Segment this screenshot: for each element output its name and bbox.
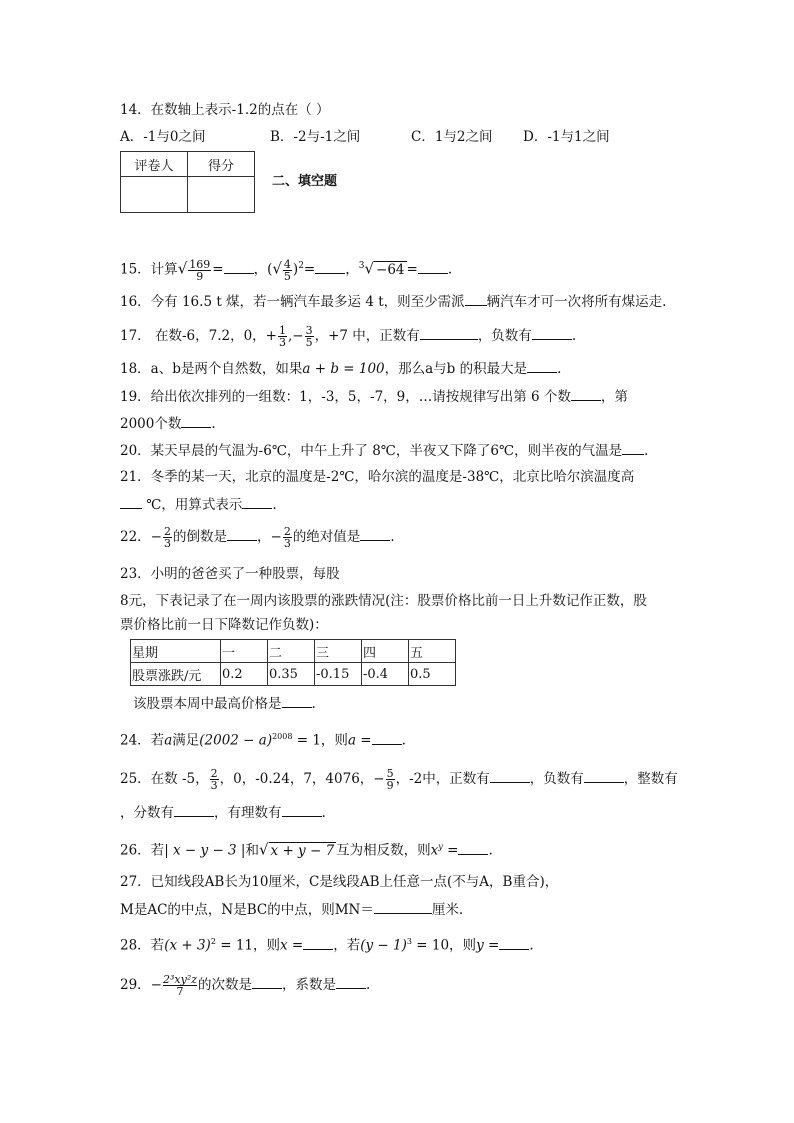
reviewer-header: 评卷人 (121, 152, 188, 177)
q14-option-a: A．-1与0之间 (120, 129, 206, 145)
q23-line1: 23．小明的爸爸买了一种股票，每股 (120, 566, 340, 582)
q29: 29．− $\frac{\text{2³xy²z}}{7}$ 的次数是 ，系数是 . (120, 973, 371, 998)
q16: 16．今有 16.5 t 煤，若一辆汽车最多运 4 t，则至少需派 辆汽车才可一次将所有煤运走. (120, 294, 667, 310)
stock-header-cell: 二 (268, 640, 315, 663)
stock-cell: -0.15 (315, 663, 362, 686)
stock-cell: 股票涨跌/元 (131, 663, 221, 686)
stock-header-cell: 三 (315, 640, 362, 663)
stock-header-cell: 五 (409, 640, 456, 663)
q14-stem: 14．在数轴上表示-1.2的点在（ ） (120, 102, 330, 118)
q14-option-d: D．-1与1之间 (523, 129, 610, 145)
q21-line2: ℃，用算式表示 . (120, 495, 277, 514)
q26: 26．若| x − y − 3 |和√ x + y − 7 互为相反数，则$x^y$ = . (120, 840, 493, 859)
q18: 18．a、b是两个自然数，如果a + b = 100，那么a与b 的积最大是 . (120, 361, 562, 377)
stock-table-header (131, 640, 456, 663)
score-cell[interactable] (188, 177, 255, 213)
q27-line1: 27．已知线段AB长为10厘米，C是线段AB上任意一点(不与A，B重合)， (120, 874, 559, 890)
q21-line1: 21．冬季的某一天，北京的温度是-2℃，哈尔滨的温度是-38℃，北京比哈尔滨温度高 (120, 469, 635, 485)
q14-option-c: C．1与2之间 (411, 129, 493, 145)
stock-table (130, 639, 456, 686)
q17: 17． 在数-6，7.2，0，+ $\frac{1}{3}$ ,− $\frac{3}{5}$ ，+7 中，正数有 ，负数有 . (120, 324, 577, 349)
q20: 20．某天早晨的气温为-6℃，中午上升了 8℃，半夜又下降了6℃，则半夜的气温是 . (120, 443, 649, 459)
stock-cell: 0.2 (221, 663, 268, 686)
stock-cell: -0.4 (362, 663, 409, 686)
reviewer-cell[interactable] (121, 177, 188, 213)
q25-line1: 25．在数 -5， $\frac{2}{3}$ ，0，-0.24，7，4076，− $\frac{5}{9}$ ，-2中，正数有 ，负数有 ，整数有 (120, 767, 678, 792)
q19-line2: 2000个数 . (120, 416, 216, 432)
section-title: 二、填空题 (272, 174, 338, 189)
q14-option-b: B．-2与-1之间 (270, 129, 361, 145)
q19-line1: 19．给出依次排列的一组数：1，-3，5，-7，9，…请按规律写出第 6 个数 ，第 (120, 389, 628, 405)
q15: 15．计算√ $\frac{169}{9}$ = ，(√ $\frac{4}{5}$ )$^2$= ，$^3$√ −64 = . (120, 257, 453, 283)
q23-line2: 8元，下表记录了在一周内该股票的涨跌情况(注：股票价格比前一日上升数记作正数，股 (120, 593, 647, 609)
stock-header-cell: 四 (362, 640, 409, 663)
q24: 24．若a满足$(2002 - a)^{2008} = 1$，则a = . (120, 732, 406, 749)
stock-cell: 0.35 (268, 663, 315, 686)
score-box (120, 151, 255, 213)
q23-line3: 票价格比前一日下降数记作负数)： (120, 617, 328, 633)
stock-header-cell: 星期 (131, 640, 221, 663)
q28: 28．若$(x + 3)^2 = 11$，则x = ，若$(y - 1)^3 = 10$，则y = . (120, 937, 534, 954)
stock-table-row (131, 663, 456, 686)
q25-line2: ，分数有 ，有理数有 . (120, 805, 326, 821)
q22: 22．− $\frac{2}{3}$ 的倒数是 ，− $\frac{2}{3}$ 的绝对值是 . (120, 525, 395, 550)
q27-line2: M是AC的中点，N是BC的中点，则MN＝ 厘米. (120, 902, 464, 918)
stock-header-cell: 一 (221, 640, 268, 663)
score-header: 得分 (188, 152, 255, 177)
q23-question: 该股票本周中最高价格是 . (133, 696, 316, 712)
stock-cell: 0.5 (409, 663, 456, 686)
